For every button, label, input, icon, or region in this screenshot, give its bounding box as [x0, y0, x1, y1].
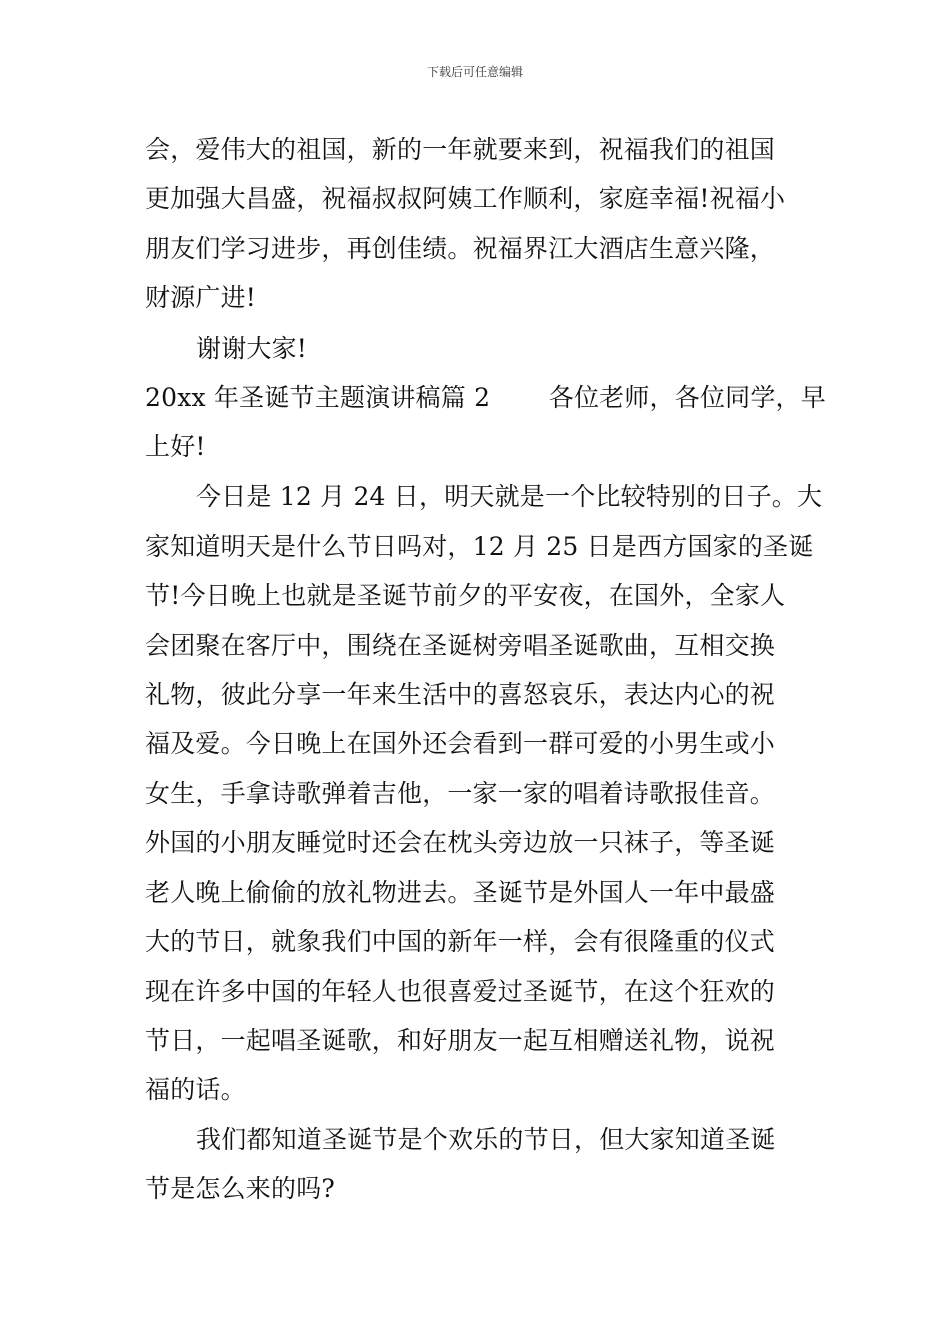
- paragraph-line: 福的话。: [145, 1075, 246, 1104]
- paragraph-line: 女生，手拿诗歌弹着吉他，一家一家的唱着诗歌报佳音。: [145, 779, 776, 808]
- paragraph-line: 节!今日晚上也就是圣诞节前夕的平安夜，在国外，全家人: [145, 581, 786, 610]
- paragraph-line: 上好!: [145, 432, 206, 461]
- paragraph-line: 谢谢大家!: [196, 334, 308, 363]
- paragraph-line: 老人晚上偷偷的放礼物进去。圣诞节是外国人一年中最盛: [145, 878, 776, 907]
- paragraph-line: 家知道明天是什么节日吗对，12 月 25 日是西方国家的圣诞: [145, 532, 814, 561]
- paragraph-line: 今日是 12 月 24 日，明天就是一个比较特别的日子。大: [196, 482, 823, 511]
- paragraph-line: 礼物，彼此分享一年来生活中的喜怒哀乐，表达内心的祝: [145, 680, 776, 709]
- paragraph-line: 更加强大昌盛，祝福叔叔阿姨工作顺利，家庭幸福!祝福小: [145, 184, 786, 213]
- paragraph-line: 大的节日，就象我们中国的新年一样，会有很隆重的仪式: [145, 927, 776, 956]
- paragraph-line: 会团聚在客厅中，围绕在圣诞树旁唱圣诞歌曲，互相交换: [145, 631, 776, 660]
- paragraph-line: 外国的小朋友睡觉时还会在枕头旁边放一只袜子，等圣诞: [145, 828, 776, 857]
- paragraph-line: 节日，一起唱圣诞歌，和好朋友一起互相赠送礼物，说祝: [145, 1026, 776, 1055]
- paragraph-line: 会，爱伟大的祖国，新的一年就要来到，祝福我们的祖国: [145, 135, 776, 164]
- paragraph-line: 福及爱。今日晚上在国外还会看到一群可爱的小男生或小: [145, 729, 776, 758]
- section-title-line: 20xx 年圣诞节主题演讲稿篇 2 各位老师，各位同学，早: [145, 383, 826, 412]
- paragraph-line: 现在许多中国的年轻人也很喜爱过圣诞节，在这个狂欢的: [145, 977, 776, 1006]
- paragraph-line: 我们都知道圣诞节是个欢乐的节日，但大家知道圣诞: [196, 1125, 776, 1154]
- paragraph-line: 财源广进!: [145, 283, 257, 312]
- paragraph-line: 节是怎么来的吗?: [145, 1174, 336, 1203]
- paragraph-line: 朋友们学习进步，再创佳绩。祝福界江大酒店生意兴隆，: [145, 234, 776, 263]
- page-header: 下载后可任意编辑: [426, 65, 523, 79]
